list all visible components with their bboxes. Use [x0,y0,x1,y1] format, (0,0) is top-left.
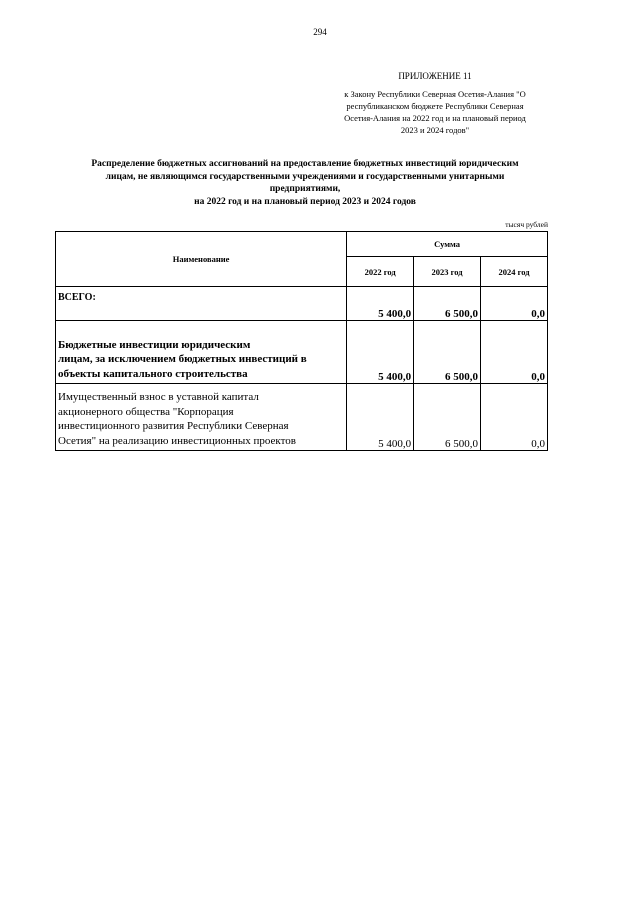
value-2024: 0,0 [481,287,548,321]
page-number: 294 [313,27,327,37]
header-year-2024: 2024 год [481,257,548,287]
row-name-line: Осетия" на реализацию инвестиционных проектов [58,434,296,447]
row-name-line: лицам, за исключением бюджетных инвестиций в [58,353,307,365]
title-line: предприятиями, [269,184,341,194]
units-label: тысяч рублей [505,220,548,229]
budget-table [55,231,548,451]
value-2023: 6 500,0 [414,384,481,451]
value-2022: 5 400,0 [347,384,414,451]
title-line: на 2022 год и на плановый период 2023 и 2024 годов [194,196,416,207]
value-2022: 5 400,0 [347,287,414,321]
document-title [55,158,555,208]
appendix-line: 2023 и 2024 годов" [400,125,470,135]
header-sum: Сумма [347,232,548,257]
value-2024: 0,0 [481,384,548,451]
value-2024: 0,0 [481,321,548,384]
row-name-contribution [56,384,347,451]
title-line: Распределение бюджетных ассигнований на предоставление бюджетных инвестиций юридическим [91,159,519,169]
value-2023: 6 500,0 [414,287,481,321]
table-row [56,287,548,321]
row-name-line: акционерного общества "Корпорация [58,405,234,418]
header-year-2023: 2023 год [414,257,481,287]
row-name-line: инвестиционного развития Республики Северная [58,420,289,432]
header-year-2022: 2022 год [347,257,414,287]
table-row [56,384,548,451]
appendix-line: республиканском бюджете Республики Северная [346,101,524,111]
value-2023: 6 500,0 [414,321,481,384]
table-row [56,321,548,384]
row-name-line: Имущественный взнос в уставной капитал [58,391,259,403]
row-name-line: Бюджетные инвестиции юридическим [58,338,251,351]
appendix-title: ПРИЛОЖЕНИЕ 11 [398,71,472,81]
appendix-line: Осетия-Алания на 2022 год и на плановый период [344,113,526,123]
row-name-total: ВСЕГО: [56,287,347,321]
header-name: Наименование [56,232,347,287]
row-name-line: объекты капитального строительства [58,367,248,380]
title-line: лицам, не являющимся государственными учреждениями и государственными унитарными [105,171,505,182]
appendix-line: к Закону Республики Северная Осетия-Алания "О [344,89,526,99]
appendix-note [330,70,540,136]
row-name-investments [56,321,347,384]
value-2022: 5 400,0 [347,321,414,384]
